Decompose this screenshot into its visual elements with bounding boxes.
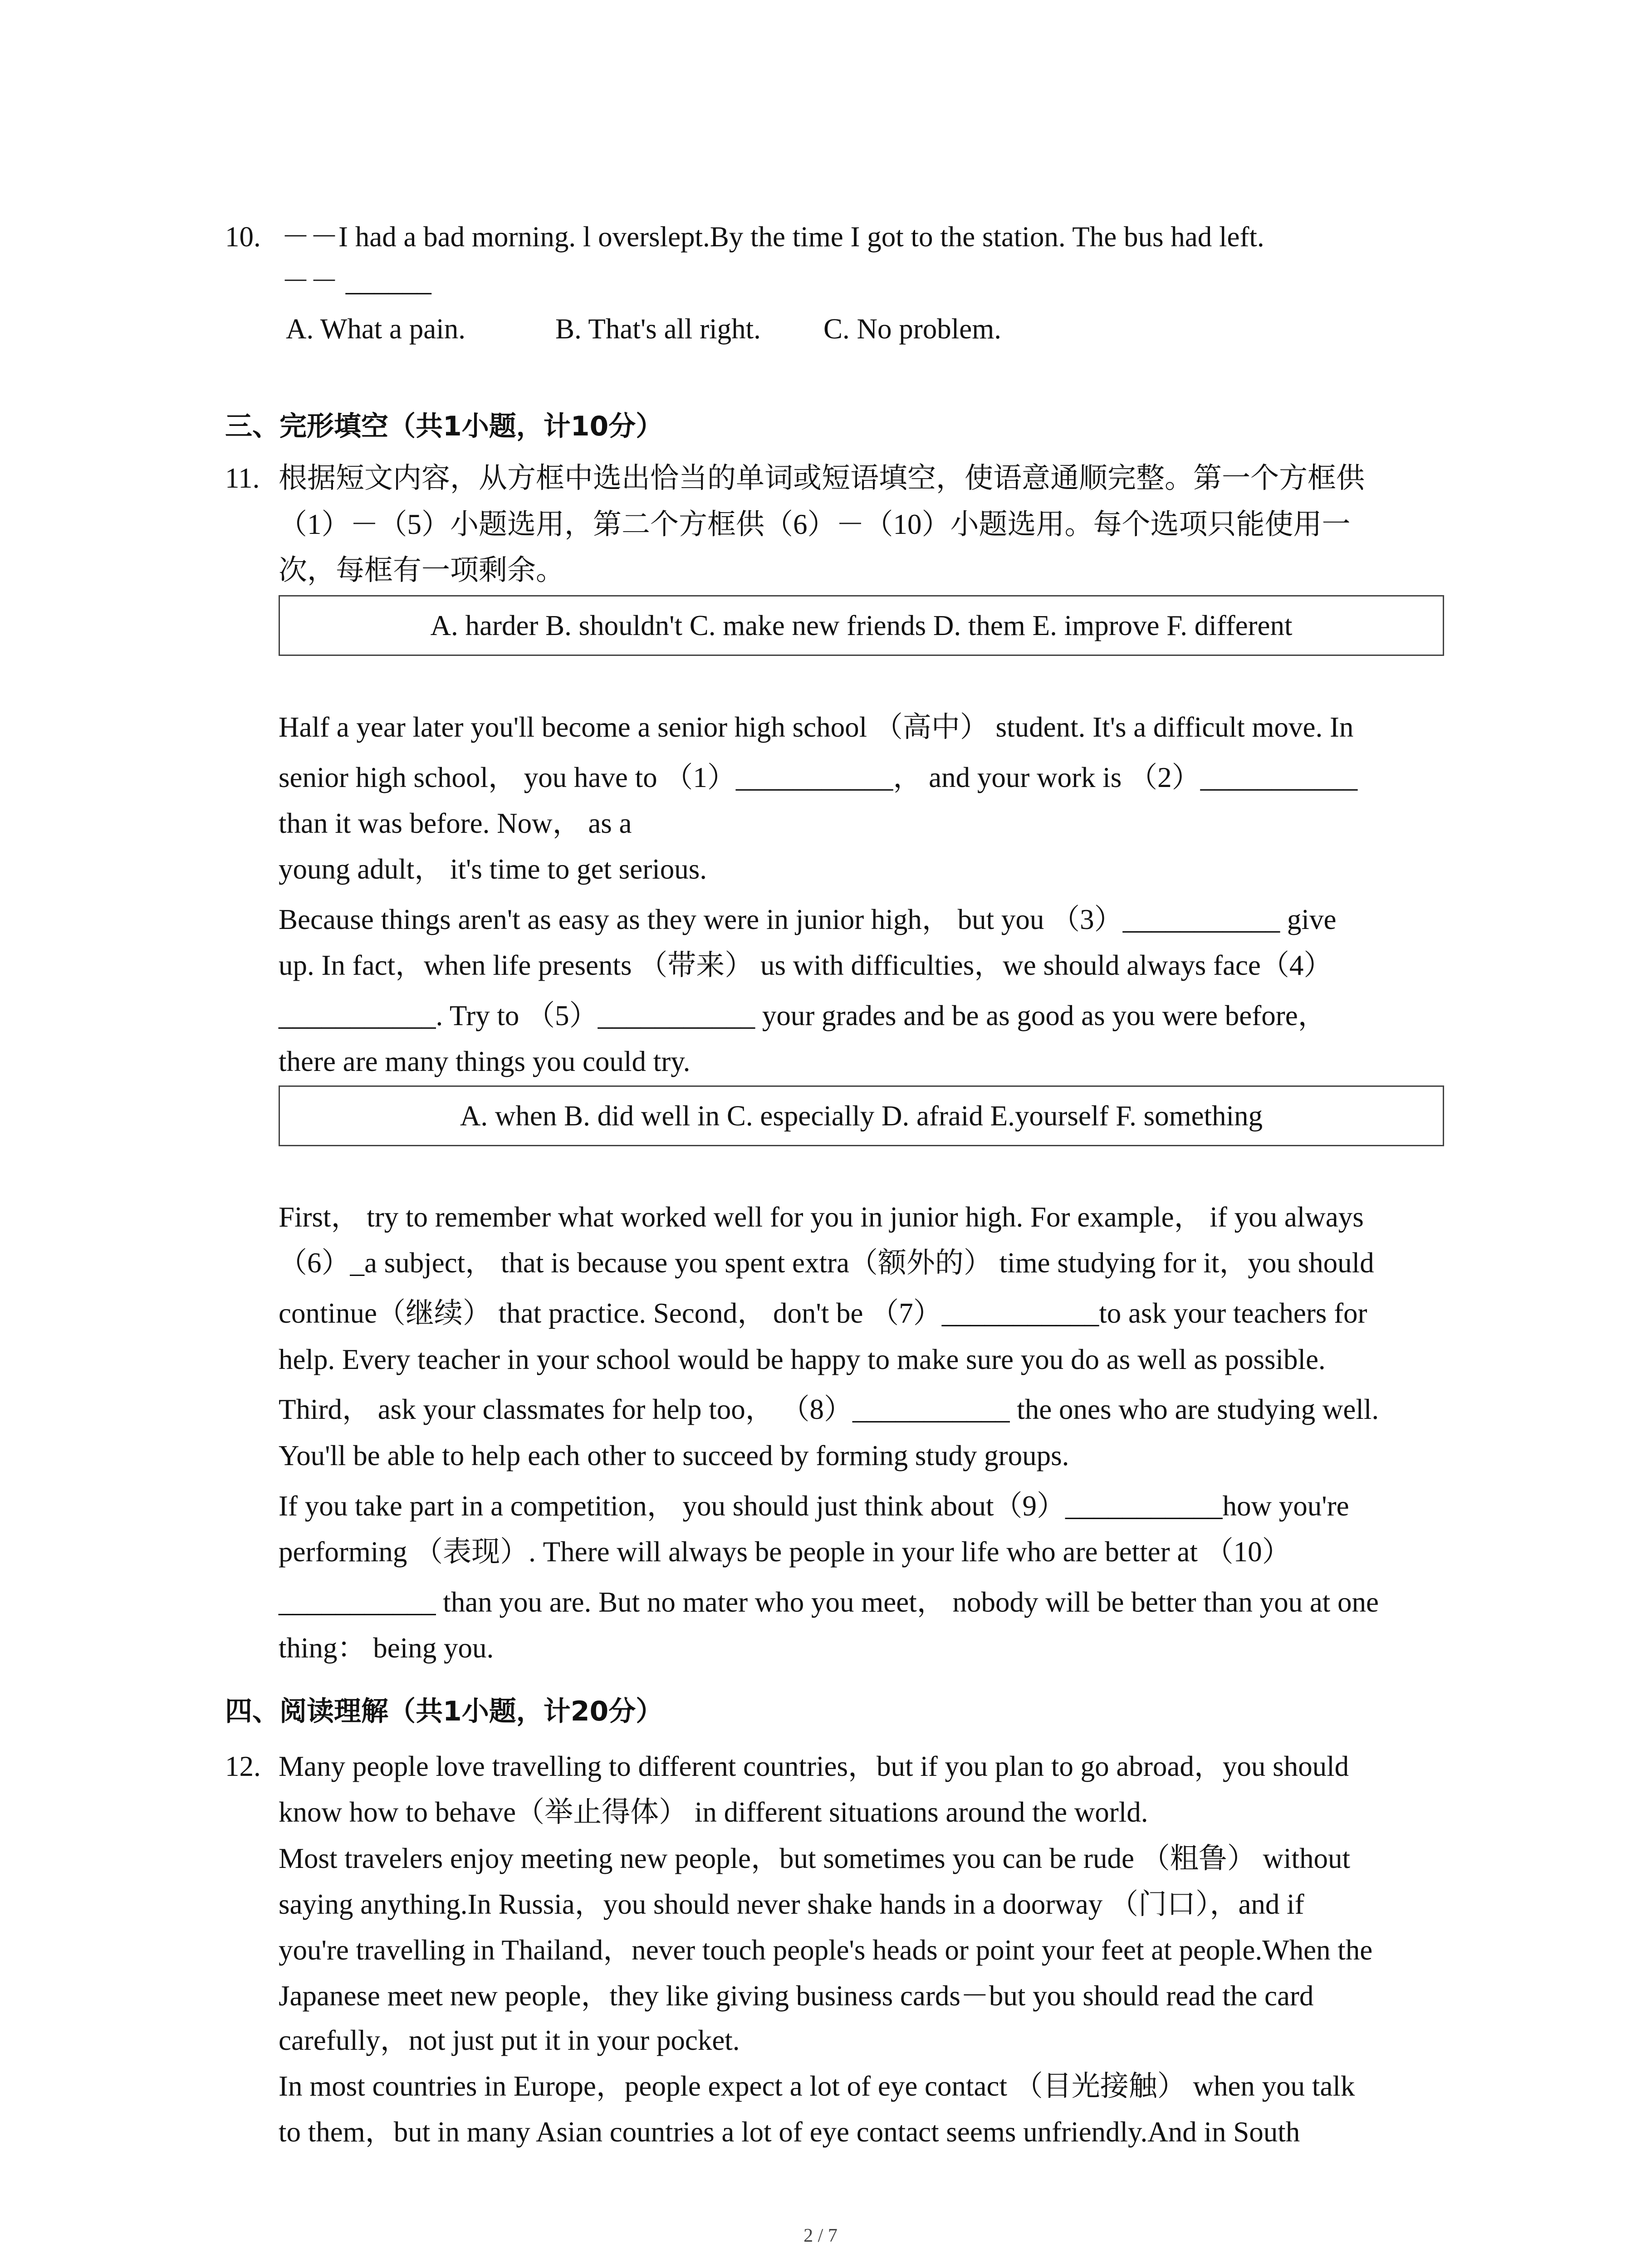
q10-dialogue-line: －－I had a bad morning. l overslept.By the time I got to the station. The bus had left. — [281, 221, 1264, 253]
question-number: 11. — [225, 462, 260, 494]
passage-line: thing： being you. — [279, 1632, 494, 1664]
reading-line: carefully，not just put it in your pocket. — [279, 2024, 740, 2056]
word-box-2-text: A. when B. did well in C. especially D. afraid E.yourself F. something — [460, 1100, 1263, 1132]
passage-line: If you take part in a competition， you should just think about（9）___________how you're — [279, 1490, 1349, 1522]
passage-line: Third， ask your classmates for help too， （8）___________ the ones who are studying well. — [279, 1393, 1379, 1425]
q10-option-b: B. That's all right. — [555, 313, 761, 345]
reading-line: Japanese meet new people，they like giving business cards－but you should read the card — [279, 1980, 1314, 2012]
section-heading-cloze: 三、完形填空（共1小题，计10分） — [225, 411, 663, 442]
passage-line: （6）_a subject， that is because you spent extra（额外的） time studying for it，you should — [279, 1247, 1374, 1279]
passage-line: than it was before. Now， as a — [279, 807, 632, 839]
reading-line: know how to behave（举止得体） in different situations around the world. — [279, 1796, 1148, 1828]
passage-line: ___________ than you are. But no mater who you meet， nobody will be better than you at one — [279, 1586, 1379, 1618]
reading-line: you're travelling in Thailand，never touch people's heads or point your feet at people.When the — [279, 1934, 1373, 1966]
passage-line: performing （表现）. There will always be people in your life who are better at （10） — [279, 1536, 1291, 1568]
reading-line: Many people love travelling to different countries，but if you plan to go abroad，you should — [279, 1750, 1349, 1782]
word-box-1 — [279, 595, 1444, 656]
q10-answer-blank-line: －－ ______ — [281, 265, 431, 297]
passage-line: senior high school， you have to （1）___________， and your work is （2）___________ — [279, 762, 1358, 793]
passage-line: up. In fact，when life presents （带来） us with difficulties，we should always face（4） — [279, 949, 1332, 981]
q10-option-c: C. No problem. — [823, 313, 1001, 345]
q10-option-a: A. What a pain. — [286, 313, 465, 345]
passage-line: First， try to remember what worked well for you in junior high. For example， if you always — [279, 1201, 1364, 1233]
passage-line: there are many things you could try. — [279, 1046, 691, 1077]
passage-line: Half a year later you'll become a senior high school （高中） student. It's a difficult move. In — [279, 711, 1354, 743]
passage-line: ___________. Try to （5）___________ your grades and be as good as you were before， — [279, 1000, 1327, 1031]
page-number: 2 / 7 — [803, 2225, 838, 2246]
word-box-1-text: A. harder B. shouldn't C. make new friends D. them E. improve F. different — [430, 610, 1293, 641]
question-number: 12. — [225, 1750, 261, 1782]
passage-line: help. Every teacher in your school would be happy to make sure you do as well as possible. — [279, 1344, 1326, 1375]
passage-line: continue（继续） that practice. Second， don't be （7）___________to ask your teachers for — [279, 1297, 1367, 1329]
passage-line: You'll be able to help each other to succeed by forming study groups. — [279, 1440, 1069, 1471]
reading-line: saying anything.In Russia，you should never shake hands in a doorway （门口），and if — [279, 1888, 1304, 1920]
passage-line: Because things aren't as easy as they were in junior high， but you （3）___________ give — [279, 904, 1337, 935]
passage-line: young adult， it's time to get serious. — [279, 853, 707, 885]
reading-line: to them，but in many Asian countries a lot of eye contact seems unfriendly.And in South — [279, 2116, 1300, 2148]
section-heading-reading: 四、阅读理解（共1小题，计20分） — [225, 1696, 663, 1727]
q11-instruction-line: （1）－（5）小题选用，第二个方框供（6）－（10）小题选用。每个选项只能使用一 — [279, 508, 1351, 540]
q11-instruction-line: 次，每框有一项剩余。 — [279, 554, 564, 586]
word-box-2 — [279, 1085, 1444, 1146]
q11-instruction-line: 根据短文内容，从方框中选出恰当的单词或短语填空，使语意通顺完整。第一个方框供 — [279, 462, 1365, 494]
reading-line: Most travelers enjoy meeting new people，but sometimes you can be rude （粗鲁） without — [279, 1843, 1351, 1874]
reading-line: In most countries in Europe，people expect a lot of eye contact （目光接触） when you talk — [279, 2070, 1355, 2102]
question-number: 10. — [225, 221, 261, 253]
